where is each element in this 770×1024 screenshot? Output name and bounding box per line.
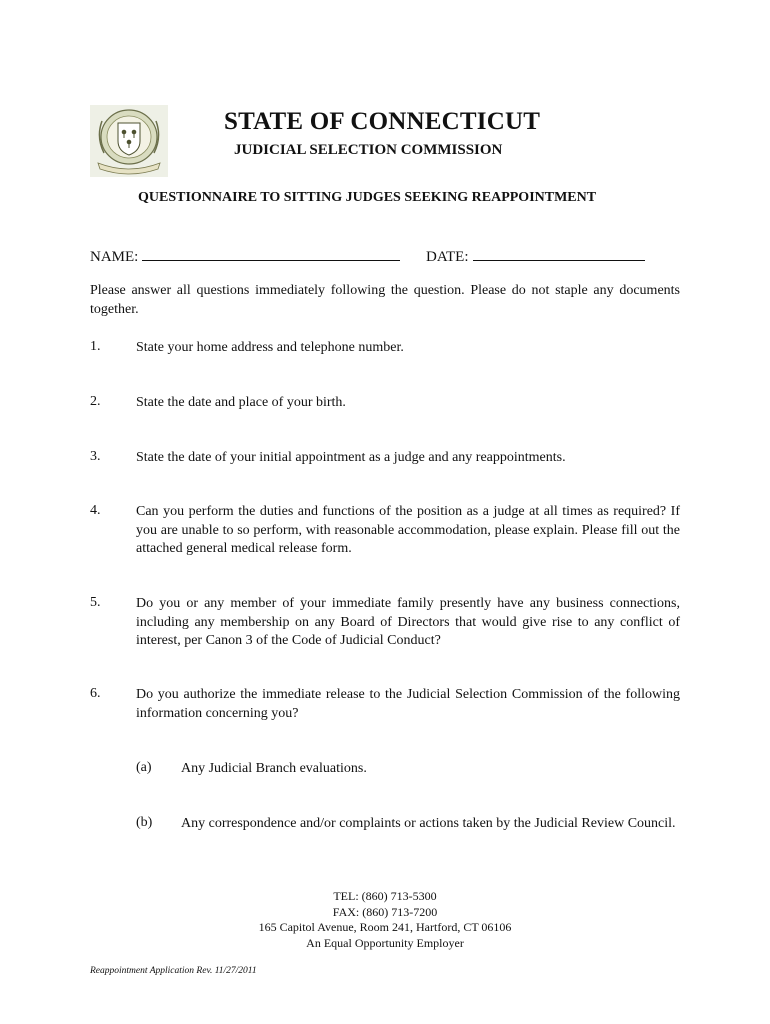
instructions-text: Please answer all questions immediately following the question. Please do not staple any documents together. [90, 283, 680, 317]
name-field[interactable] [90, 246, 400, 266]
question-number: 4. [90, 503, 101, 518]
commission-name: JUDICIAL SELECTION COMMISSION [234, 142, 503, 158]
question-number: 1. [90, 339, 101, 354]
fax: FAX: (860) 713-7200 [332, 904, 438, 919]
form-title: QUESTIONNAIRE TO SITTING JUDGES SEEKING REAPPOINTMENT [138, 190, 597, 205]
question-text: Do you or any member of your immediate family presently have any business connections, including any membership on any Board of Directors that would give rise to any conflict of interest, per Canon 3 of the Code of Judicial Conduct? [136, 596, 680, 648]
subitem-text: Any Judicial Branch evaluations. [181, 761, 367, 776]
date-blank[interactable] [473, 246, 645, 261]
question-text: State the date of your initial appointment as a judge and any reappointments. [136, 450, 566, 465]
address: 165 Capitol Avenue, Room 241, Hartford, CT 06106 [258, 920, 512, 934]
name-label: NAME: [90, 249, 139, 265]
question-text: State the date and place of your birth. [136, 395, 346, 410]
subitem-label: (b) [136, 815, 153, 830]
subitem-label: (a) [136, 760, 152, 775]
date-field[interactable] [426, 246, 645, 266]
employer-statement: An Equal Opportunity Employer [306, 935, 464, 950]
telephone: TEL: (860) 713-5300 [333, 889, 437, 903]
question-number: 6. [90, 686, 101, 701]
question-number: 2. [90, 394, 101, 409]
question-number: 5. [90, 595, 101, 610]
contact-footer [0, 889, 770, 951]
date-label: DATE: [426, 249, 469, 265]
question-text: Do you authorize the immediate release to the Judicial Selection Commission of the following information concerning you? [136, 687, 680, 721]
question-number: 3. [90, 449, 101, 464]
revision-note: Reappointment Application Rev. 11/27/2011 [90, 966, 257, 976]
question-text: State your home address and telephone number. [136, 340, 404, 355]
subitem-text: Any correspondence and/or complaints or actions taken by the Judicial Review Council. [181, 816, 676, 831]
question-text: Can you perform the duties and functions of the position as a judge at all times as required? If you are unable to so perform, with reasonable accommodation, please explain. Please fill out the attached general medical release form. [136, 504, 680, 556]
state-seal-logo [90, 105, 168, 177]
name-blank[interactable] [142, 246, 400, 261]
